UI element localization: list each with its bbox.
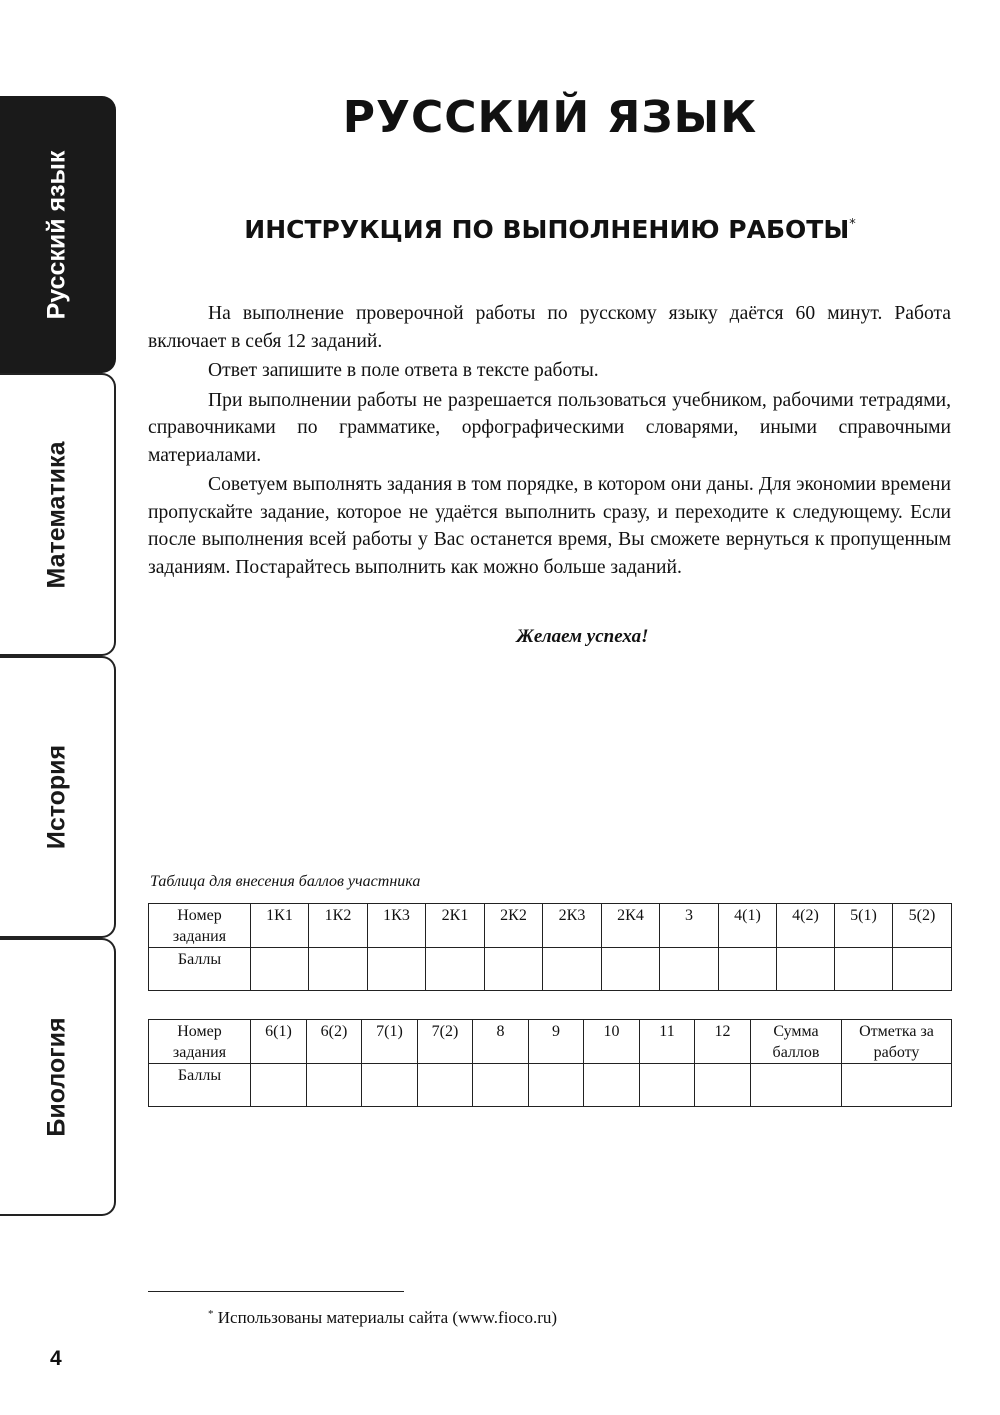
score-input-cell[interactable]	[309, 948, 368, 991]
footnote	[208, 1308, 557, 1328]
grade-cell[interactable]	[842, 1064, 952, 1107]
total-score-cell[interactable]	[751, 1064, 842, 1107]
tab-russian[interactable]	[0, 96, 116, 373]
task-cell: 2К4	[602, 904, 660, 948]
score-input-cell[interactable]	[307, 1064, 362, 1107]
score-input-cell[interactable]	[251, 948, 309, 991]
tab-history[interactable]	[0, 656, 116, 938]
score-input-cell[interactable]	[368, 948, 426, 991]
task-cell: 2К1	[426, 904, 485, 948]
task-cell: 6(1)	[251, 1020, 307, 1064]
instruction-heading-text: ИНСТРУКЦИЯ ПО ВЫПОЛНЕНИЮ РАБОТЫ	[244, 215, 850, 244]
footnote-divider	[148, 1291, 404, 1292]
task-cell: 7(1)	[362, 1020, 418, 1064]
paragraph: При выполнении работы не разрешается пользоваться учебником, рабочими тетрадями, справочниками по грамматике, орфографическими словарями, иными справочными материалами.	[148, 389, 951, 466]
score-input-cell[interactable]	[660, 948, 719, 991]
scores-table-2	[148, 1019, 952, 1107]
score-input-cell[interactable]	[473, 1064, 529, 1107]
score-input-cell[interactable]	[485, 948, 543, 991]
task-number-header: Номер задания	[149, 1020, 251, 1064]
good-luck-text: Желаем успеха!	[516, 626, 649, 647]
task-cell: 4(2)	[777, 904, 835, 948]
score-input-cell[interactable]	[893, 948, 952, 991]
paragraph: Советуем выполнять задания в том порядке, в котором они даны. Для экономии времени пропускайте задание, которое не удаётся выполнить сразу, и переходите к следующему. Если после выполнения всей работы у Вас останется время, Вы сможете вернуться к пропущенным заданиям. Постарайтесь выполнить как можно больше заданий.	[148, 474, 951, 578]
task-cell: 4(1)	[719, 904, 777, 948]
tab-history-label: История	[42, 744, 71, 850]
table-row	[149, 904, 952, 948]
score-row-header: Баллы	[149, 1064, 251, 1107]
task-cell: 12	[695, 1020, 751, 1064]
task-cell: 3	[660, 904, 719, 948]
tab-biology[interactable]	[0, 938, 116, 1216]
score-input-cell[interactable]	[584, 1064, 640, 1107]
score-input-cell[interactable]	[543, 948, 602, 991]
task-cell: 5(2)	[893, 904, 952, 948]
task-cell: 7(2)	[418, 1020, 473, 1064]
task-cell: 5(1)	[835, 904, 893, 948]
tab-math[interactable]	[0, 373, 116, 656]
score-input-cell[interactable]	[529, 1064, 584, 1107]
page-number: 4	[50, 1347, 62, 1370]
table-row	[149, 948, 952, 991]
total-score-header: Сумма баллов	[751, 1020, 842, 1064]
task-cell: 1К2	[309, 904, 368, 948]
score-input-cell[interactable]	[777, 948, 835, 991]
table-caption: Таблица для внесения баллов участника	[150, 873, 421, 890]
grade-header: Отметка за работу	[842, 1020, 952, 1064]
score-input-cell[interactable]	[835, 948, 893, 991]
task-cell: 8	[473, 1020, 529, 1064]
tab-russian-label: Русский язык	[42, 150, 71, 319]
paragraph: Ответ запишите в поле ответа в тексте работы.	[208, 360, 599, 381]
paragraph: На выполнение проверочной работы по русскому языку даётся 60 минут. Работа включает в себя 12 заданий.	[148, 303, 951, 352]
score-input-cell[interactable]	[418, 1064, 473, 1107]
score-input-cell[interactable]	[640, 1064, 695, 1107]
task-cell: 9	[529, 1020, 584, 1064]
table-row	[149, 1064, 952, 1107]
footnote-marker: *	[849, 217, 856, 232]
score-row-header: Баллы	[149, 948, 251, 991]
score-input-cell[interactable]	[426, 948, 485, 991]
task-number-header: Номер задания	[149, 904, 251, 948]
page-title: РУССКИЙ ЯЗЫК	[342, 92, 758, 143]
score-input-cell[interactable]	[251, 1064, 307, 1107]
task-cell: 2К2	[485, 904, 543, 948]
task-cell: 10	[584, 1020, 640, 1064]
score-input-cell[interactable]	[695, 1064, 751, 1107]
task-cell: 1К3	[368, 904, 426, 948]
score-input-cell[interactable]	[362, 1064, 418, 1107]
footnote-marker: *	[208, 1308, 214, 1320]
score-input-cell[interactable]	[602, 948, 660, 991]
table-row	[149, 1020, 952, 1064]
tab-math-label: Математика	[42, 441, 71, 588]
task-cell: 1К1	[251, 904, 309, 948]
tab-biology-label: Биология	[42, 1017, 71, 1137]
task-cell: 2К3	[543, 904, 602, 948]
instruction-heading	[150, 215, 950, 244]
instruction-body	[148, 300, 951, 583]
footnote-text: Использованы материалы сайта (www.fioco.ru)	[217, 1308, 558, 1327]
scores-table-1	[148, 903, 952, 991]
score-input-cell[interactable]	[719, 948, 777, 991]
task-cell: 11	[640, 1020, 695, 1064]
task-cell: 6(2)	[307, 1020, 362, 1064]
